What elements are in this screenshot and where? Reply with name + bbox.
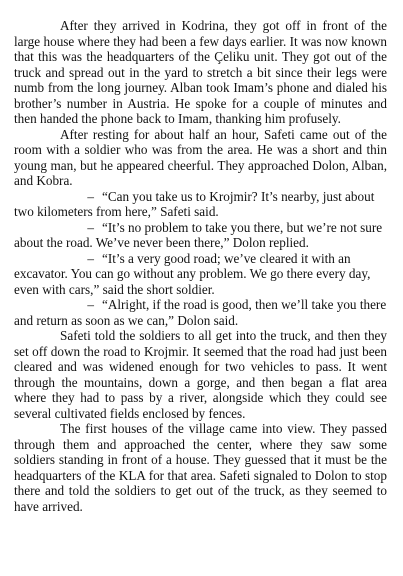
paragraph-village-arrival: The first houses of the village came into view. They passed through them and approached the center, where they saw some soldiers standing in front of a house. They guessed that it must be the headquarters of the KLA for that area. Safeti signaled to Dolon to stop there and told the soldiers to get out of the truck, as they seemed to have arrived. — [14, 421, 387, 514]
dialogue-line — [14, 189, 387, 220]
paragraph-road-to-krojmir: Safeti told the soldiers to all get into the truck, and then they set off down the road to Krojmir. It seemed that the road had just been cleared and was widened enough for two vehicles to pass. It went through the mountains, down a gorge, and then began a flat area where they had to pass by a river, alongside which they could see several cultivated fields enclosed by fences. — [14, 328, 387, 421]
dialogue-dash: – — [87, 250, 94, 266]
paragraph-arrival: After they arrived in Kodrina, they got off in front of the large house where they had been a few days earlier. It was now known that this was the headquarters of the Çeliku unit. They got out of the truck and spread out in the yard to stretch a bit since their legs were numb from the long journey. Alban took Imam’s phone and dialed his brother’s number in Austria. He spoke for a couple of minutes and then handed the phone back to Imam, thanking him profusely. — [14, 18, 387, 126]
dialogue-text: “Alright, if the road is good, then we’ll take you there and return as soon as we can,” Dolon said. — [14, 297, 387, 328]
dialogue-text: “It’s no problem to take you there, but we’re not sure about the road. We’ve never been there,” Dolon replied. — [14, 219, 383, 250]
dialogue-text: “It’s a very good road; we’ve cleared it with an excavator. You can go without any problem. We go there every day, even with cars,” said the short soldier. — [14, 250, 371, 297]
dialogue-dash: – — [87, 297, 94, 312]
dialogue-line — [14, 251, 387, 298]
paragraph-safeti-soldier: After resting for about half an hour, Safeti came out of the room with a soldier who was from the area. He was a short and thin young man, but he appeared cheerful. They approached Dolon, Alban, and Kobra. — [14, 126, 387, 188]
dialogue-text: “Can you take us to Krojmir? It’s nearby, just about two kilometers from here,” Safeti said. — [14, 188, 375, 219]
dialogue-line — [14, 220, 387, 251]
dialogue-dash: – — [87, 188, 94, 204]
dialogue-line — [14, 297, 387, 328]
dialogue-dash: – — [87, 219, 94, 235]
